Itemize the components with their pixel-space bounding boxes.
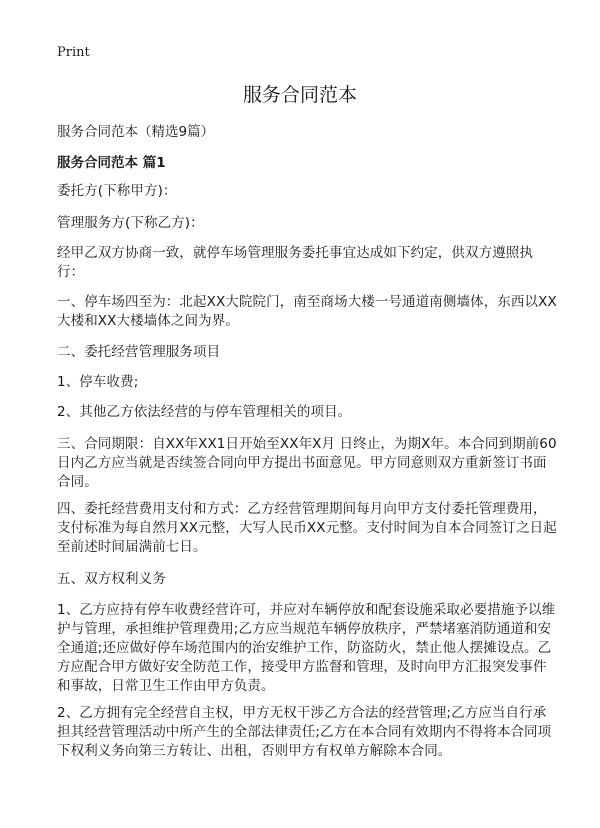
- document-title: 服务合同范本: [242, 84, 357, 106]
- paragraph: 四、委托经营费用支付和方式：乙方经营管理期间每月向甲方支付委托管理费用，支付标准为每自然月XX元整，大写人民币XX元整。支付时间为自本合同签订之日起至前述时间届满前七日。: [57, 501, 557, 555]
- paragraph: 五、双方权利义务: [57, 571, 166, 587]
- paragraph: 1、乙方应持有停车收费经营许可，并应对车辆停放和配套设施采取必要措施予以维护与管理，承担维护管理费用;乙方应当规范车辆停放秩序，严禁堵塞消防通道和安全通道;还应做好停车场范围内的治安维护工作，防盗防火，禁止他人摆摊设点。乙方应配合甲方做好安全防范工作，接受甲方监督和管理，及时向甲方汇报突发事件和事故，日常卫生工作由甲方负责。: [57, 602, 556, 694]
- document-subtitle: 服务合同范本（精选9篇）: [57, 124, 215, 140]
- paragraph: 管理服务方(下称乙方)：: [57, 215, 204, 231]
- paragraph: 2、乙方拥有完全经营自主权，甲方无权干涉乙方合法的经营管理;乙方应当自行承担其经营管理活动中所产生的全部法律责任;乙方在本合同有效期内不得将本合同项下权利义务向第三方转让、出租，否则甲方有权单方解除本合同。: [57, 705, 552, 759]
- paragraph: 二、委托经营管理服务项目: [57, 344, 221, 360]
- paragraph: 三、合同期限：自XX年XX1日开始至XX年X月 日终止，为期X年。本合同到期前60日内乙方应当就是否续签合同向甲方提出书面意见。甲方同意则双方重新签订书面合同。: [57, 436, 557, 490]
- section-heading: 服务合同范本 篇1: [57, 155, 166, 171]
- paragraph: 1、停车收费;: [57, 374, 139, 390]
- paragraph: 一、停车场四至为：北起XX大院院门，南至商场大楼一号通道南侧墙体，东西以XX大楼和XX大楼墙体之间为界。: [57, 294, 557, 329]
- paragraph: 2、其他乙方依法经营的与停车管理相关的项目。: [57, 404, 352, 420]
- print-link[interactable]: Print: [57, 45, 90, 60]
- paragraph: 委托方(下称甲方)：: [57, 183, 177, 199]
- paragraph: 经甲乙双方协商一致，就停车场管理服务委托事宜达成如下约定，供双方遵照执行：: [57, 245, 533, 280]
